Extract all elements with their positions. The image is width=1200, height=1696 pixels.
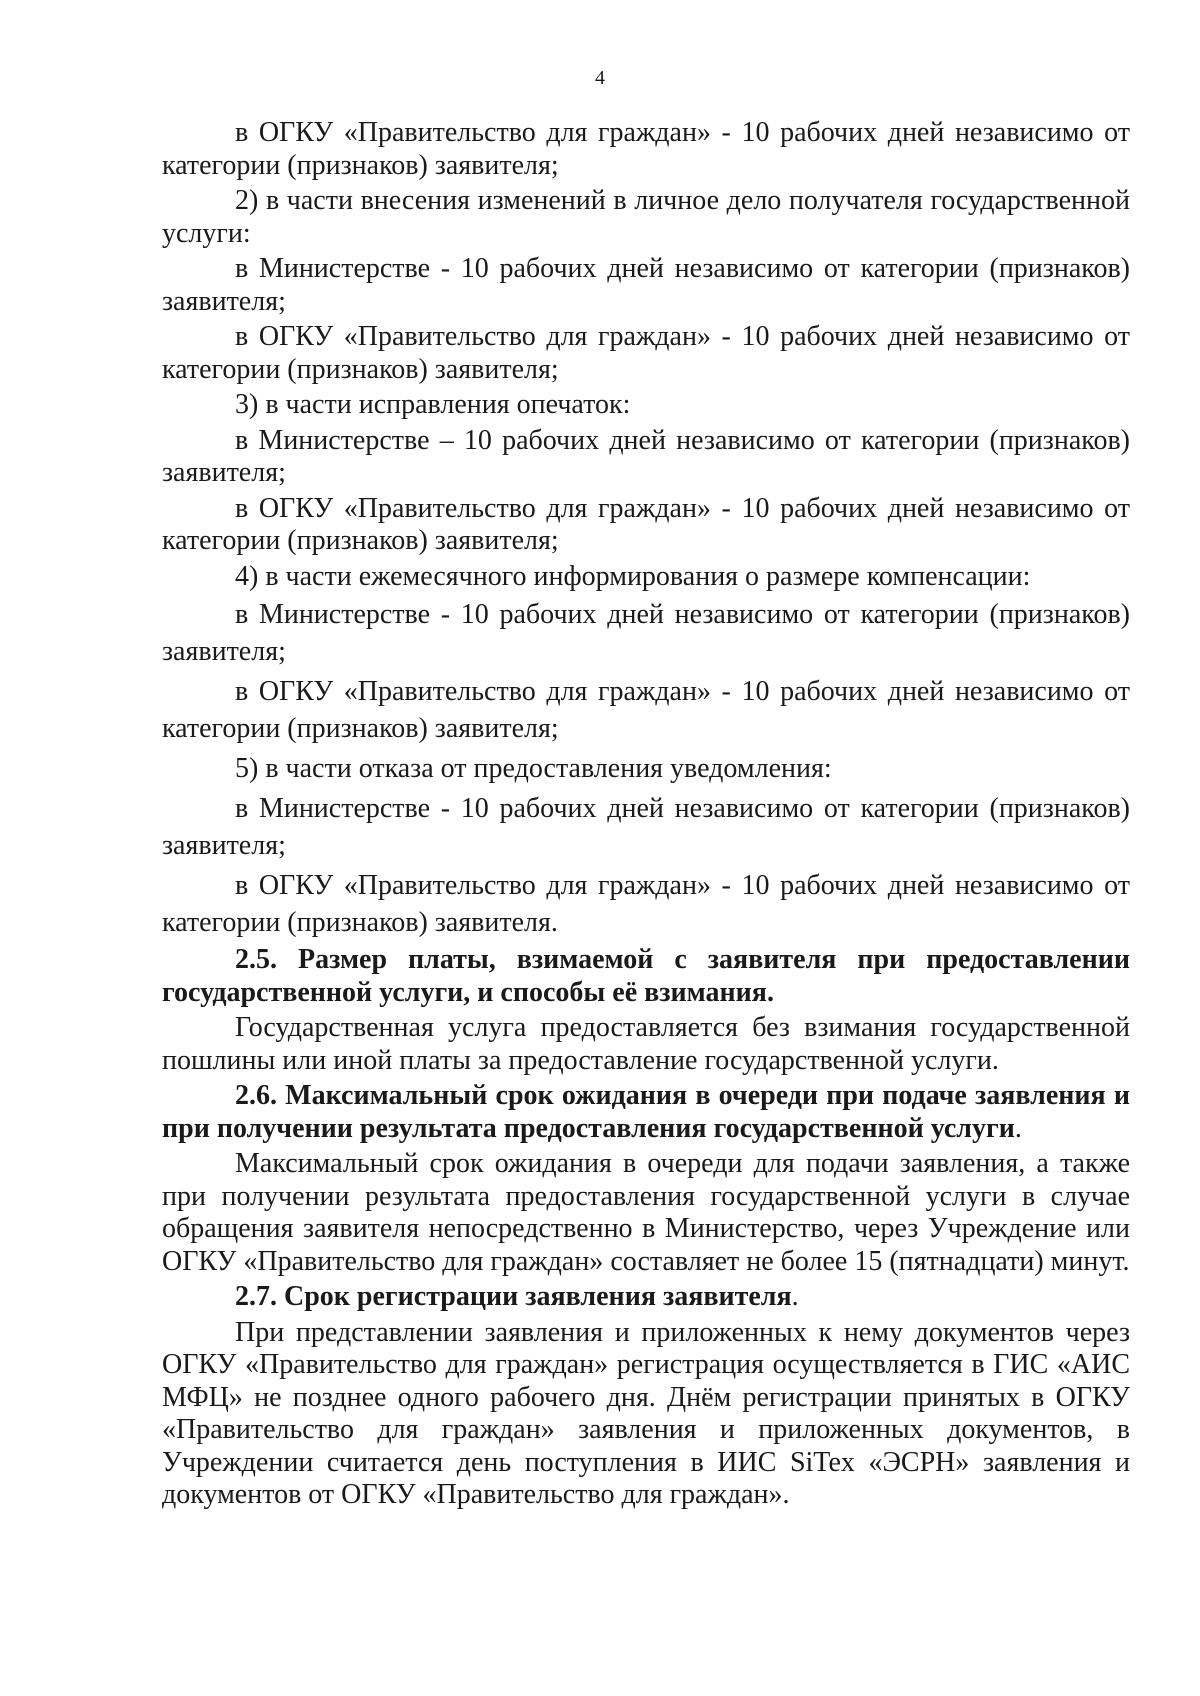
paragraph: в ОГКУ «Правительство для граждан» - 10 рабочих дней независимо от категории (признаков) заявителя. bbox=[162, 870, 1130, 938]
paragraph: в Министерстве - 10 рабочих дней независимо от категории (признаков) заявителя; bbox=[162, 793, 1130, 861]
section-heading-2-7-text: 2.7. Срок регистрации заявления заявителя bbox=[235, 1281, 792, 1312]
paragraph: в ОГКУ «Правительство для граждан» - 10 рабочих дней независимо от категории (признаков) заявителя; bbox=[162, 676, 1130, 744]
section-text-2-5: Государственная услуга предоставляется без взимания государственной пошлины или иной платы за предоставление государственной услуги. bbox=[162, 1012, 1130, 1076]
section-heading-2-6-text: 2.6. Максимальный срок ожидания в очереди при подаче заявления и при получении результата предоставления государственной услуги bbox=[162, 1080, 1130, 1144]
paragraph: 5) в части отказа от предоставления уведомления: bbox=[235, 753, 832, 784]
paragraph: в Министерстве - 10 рабочих дней независимо от категории (признаков) заявителя; bbox=[162, 599, 1130, 667]
document-body bbox=[162, 117, 1130, 1512]
paragraph: в Министерстве – 10 рабочих дней независимо от категории (признаков) заявителя; bbox=[162, 424, 1130, 488]
section-heading-2-7 bbox=[162, 1281, 1130, 1314]
paragraph: 2) в части внесения изменений в личное дело получателя государственной услуги: bbox=[162, 185, 1130, 249]
paragraph: в Министерстве - 10 рабочих дней независимо от категории (признаков) заявителя; bbox=[162, 253, 1130, 317]
section-text-2-7: При представлении заявления и приложенных к нему документов через ОГКУ «Правительство для граждан» регистрация осуществляется в ГИС «АИС МФЦ» не позднее одного рабочего дня. Днём регистрации принятых в ОГКУ «Правительство для граждан» заявления и приложенных документов, в Учреждении считается день поступления в ИИС SiTex «ЭСРН» заявления и документов от ОГКУ «Правительство для граждан». bbox=[162, 1316, 1130, 1510]
page-number: 4 bbox=[595, 67, 605, 89]
section-heading-2-6-end: . bbox=[1014, 1112, 1022, 1144]
section-heading-2-6 bbox=[162, 1080, 1130, 1145]
paragraph: 3) в части исправления опечаток: bbox=[235, 389, 631, 420]
paragraph: в ОГКУ «Правительство для граждан» - 10 рабочих дней независимо от категории (признаков) заявителя; bbox=[162, 321, 1130, 385]
section-heading-2-7-end: . bbox=[791, 1281, 799, 1312]
paragraph: в ОГКУ «Правительство для граждан» - 10 рабочих дней независимо от категории (признаков) заявителя; bbox=[162, 492, 1130, 556]
section-heading-2-5: 2.5. Размер платы, взимаемой с заявителя при предоставлении государственной услуги, и способы её взимания. bbox=[162, 944, 1130, 1008]
paragraph: 4) в части ежемесячного информирования о размере компенсации: bbox=[235, 560, 1031, 592]
section-text-2-6: Максимальный срок ожидания в очереди для подачи заявления, а также при получении результата предоставления государственной услуги в случае обращения заявителя непосредственно в Министерство, через Учреждение или ОГКУ «Правительство для граждан» составляет не более 15 (пятнадцати) минут. bbox=[162, 1148, 1130, 1277]
paragraph: в ОГКУ «Правительство для граждан» - 10 рабочих дней независимо от категории (признаков) заявителя; bbox=[162, 117, 1130, 181]
